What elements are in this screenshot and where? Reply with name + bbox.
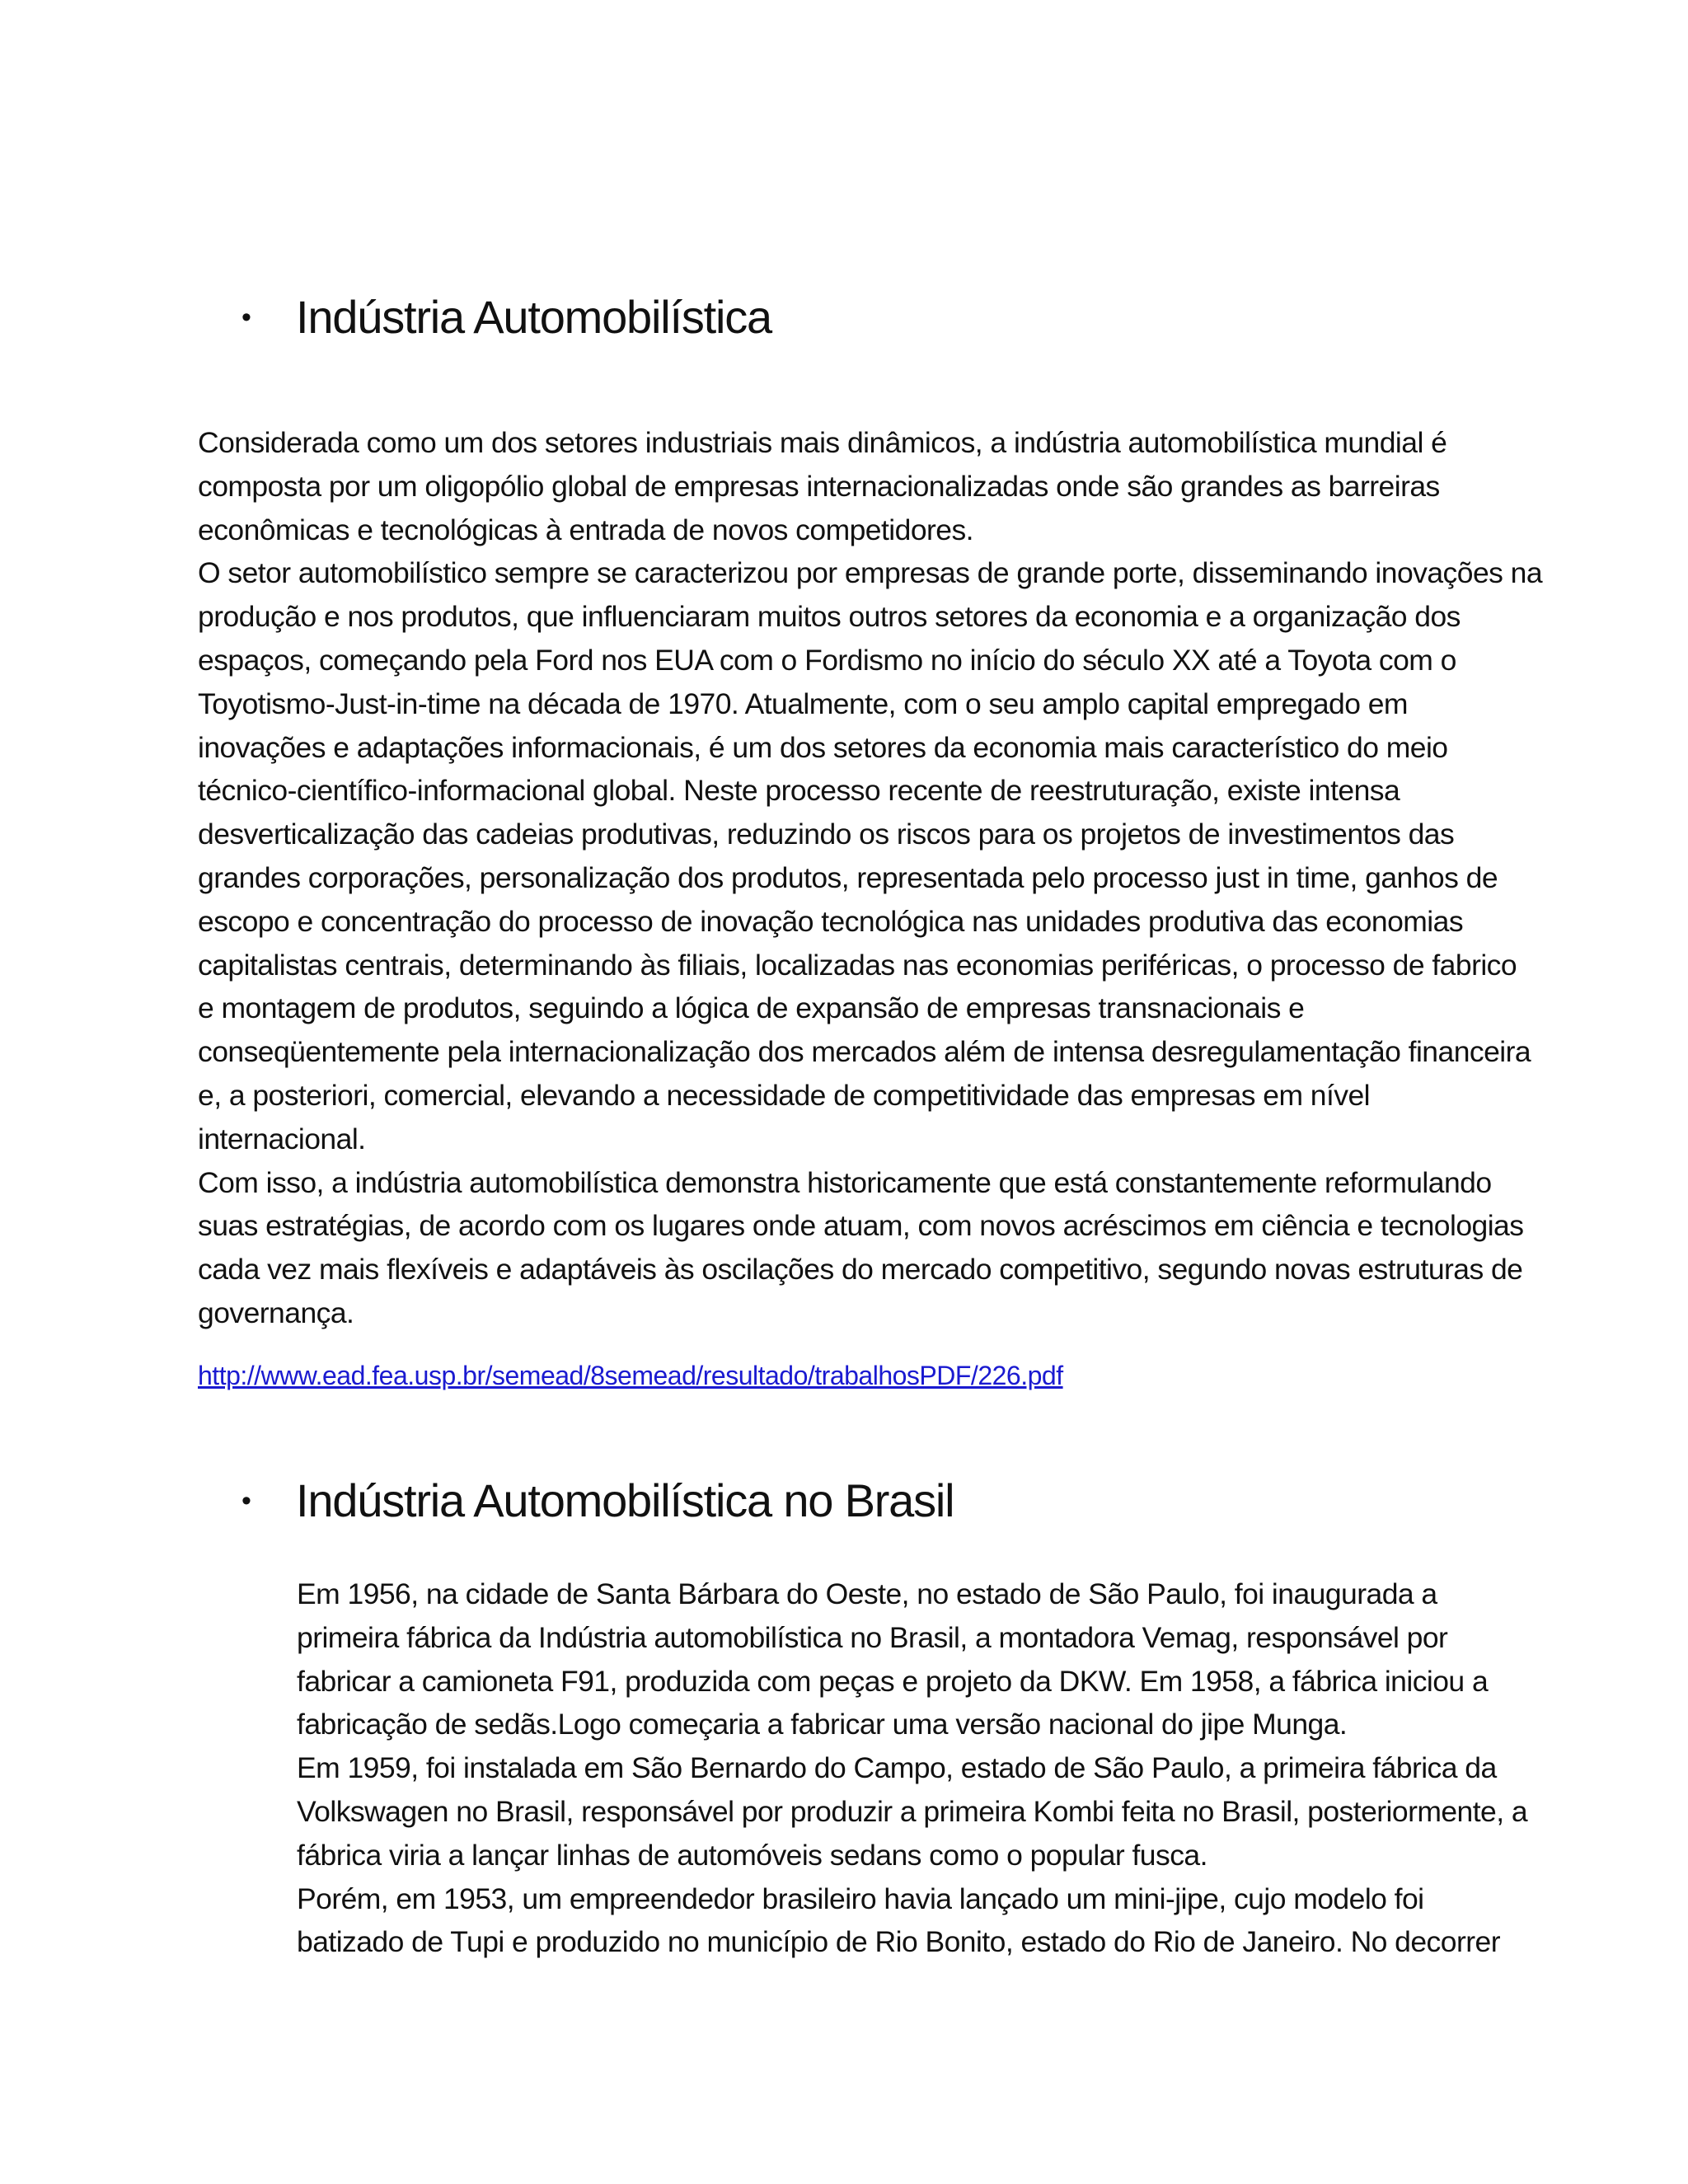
- section-heading-text: Indústria Automobilística no Brasil: [296, 1474, 954, 1526]
- body-line: econômicas e tecnológicas à entrada de novos competidores.: [198, 513, 973, 546]
- body-line: Com isso, a indústria automobilística demonstra historicamente que está constantemente reformulando: [198, 1165, 1492, 1199]
- body-line: fabricação de sedãs.Logo começaria a fabricar uma versão nacional do jipe Munga.: [297, 1708, 1348, 1741]
- body-line: inovações e adaptações informacionais, é um dos setores da economia mais característico do meio: [198, 730, 1448, 764]
- bullet-icon: •: [241, 1484, 251, 1516]
- body-line: técnico-científico-informacional global. Neste processo recente de reestruturação, existe intensa: [198, 774, 1400, 808]
- body-line: primeira fábrica da Indústria automobilística no Brasil, a montadora Vemag, responsável por: [297, 1620, 1448, 1654]
- body-line: fabricar a camioneta F91, produzida com peças e projeto da DKW. Em 1958, a fábrica iniciou a: [297, 1664, 1489, 1698]
- body-line: Em 1956, na cidade de Santa Bárbara do Oeste, no estado de São Paulo, foi inaugurada a: [297, 1577, 1437, 1610]
- body-line: capitalistas centrais, determinando às filiais, localizadas nas economias periféricas, o processo de fabrico: [198, 948, 1517, 982]
- body-line: Em 1959, foi instalada em São Bernardo do Campo, estado de São Paulo, a primeira fábrica da: [297, 1751, 1497, 1785]
- body-line: grandes corporações, personalização dos produtos, representada pelo processo just in time, ganhos de: [198, 860, 1498, 894]
- body-line: espaços, começando pela Ford nos EUA com o Fordismo no início do século XX até a Toyota com o: [198, 643, 1456, 677]
- bullet-icon: •: [241, 301, 251, 333]
- body-line: batizado de Tupi e produzido no município de Rio Bonito, estado do Rio de Janeiro. No decorrer: [297, 1925, 1500, 1959]
- body-line: composta por um oligopólio global de empresas internacionalizadas onde são grandes as barreiras: [198, 469, 1440, 503]
- body-line: internacional.: [198, 1122, 366, 1155]
- body-line: cada vez mais flexíveis e adaptáveis às oscilações do mercado competitivo, segundo novas estruturas de: [198, 1253, 1523, 1286]
- body-line: governança.: [198, 1296, 354, 1329]
- section-1-body: [198, 421, 1543, 1335]
- section-2-body: [297, 1572, 1528, 1964]
- body-line: e, a posteriori, comercial, elevando a necessidade de competitividade das empresas em nível: [198, 1078, 1371, 1112]
- body-line: conseqüentemente pela internacionalização dos mercados além de intensa desregulamentação financeira: [198, 1035, 1531, 1069]
- source-link[interactable]: http://www.ead.fea.usp.br/semead/8semead/resultado/trabalhosPDF/226.pdf: [198, 1361, 1063, 1390]
- body-line: Porém, em 1953, um empreendedor brasileiro havia lançado um mini-jipe, cujo modelo foi: [297, 1882, 1424, 1915]
- body-line: escopo e concentração do processo de inovação tecnológica nas unidades produtiva das economias: [198, 904, 1464, 938]
- section-heading-text: Indústria Automobilística: [296, 291, 771, 343]
- body-line: Volkswagen no Brasil, responsável por produzir a primeira Kombi feita no Brasil, posteriormente, a: [297, 1794, 1528, 1828]
- body-line: O setor automobilístico sempre se caracterizou por empresas de grande porte, disseminando inovações na: [198, 556, 1543, 590]
- body-line: Toyotismo-Just-in-time na década de 1970. Atualmente, com o seu amplo capital empregado em: [198, 687, 1408, 720]
- body-line: suas estratégias, de acordo com os lugares onde atuam, com novos acréscimos em ciência e tecnologias: [198, 1209, 1524, 1243]
- body-line: desverticalização das cadeias produtivas, reduzindo os riscos para os projetos de investimentos das: [198, 818, 1455, 851]
- section-heading-industria-automobilistica-no-brasil: [241, 1474, 954, 1527]
- section-heading-industria-automobilistica: [241, 290, 771, 344]
- body-line: fábrica viria a lançar linhas de automóveis sedans como o popular fusca.: [297, 1838, 1207, 1872]
- body-line: produção e nos produtos, que influenciaram muitos outros setores da economia e a organização dos: [198, 600, 1461, 634]
- body-line: Considerada como um dos setores industriais mais dinâmicos, a indústria automobilística mundial é: [198, 426, 1447, 459]
- body-line: e montagem de produtos, seguindo a lógica de expansão de empresas transnacionais e: [198, 991, 1305, 1025]
